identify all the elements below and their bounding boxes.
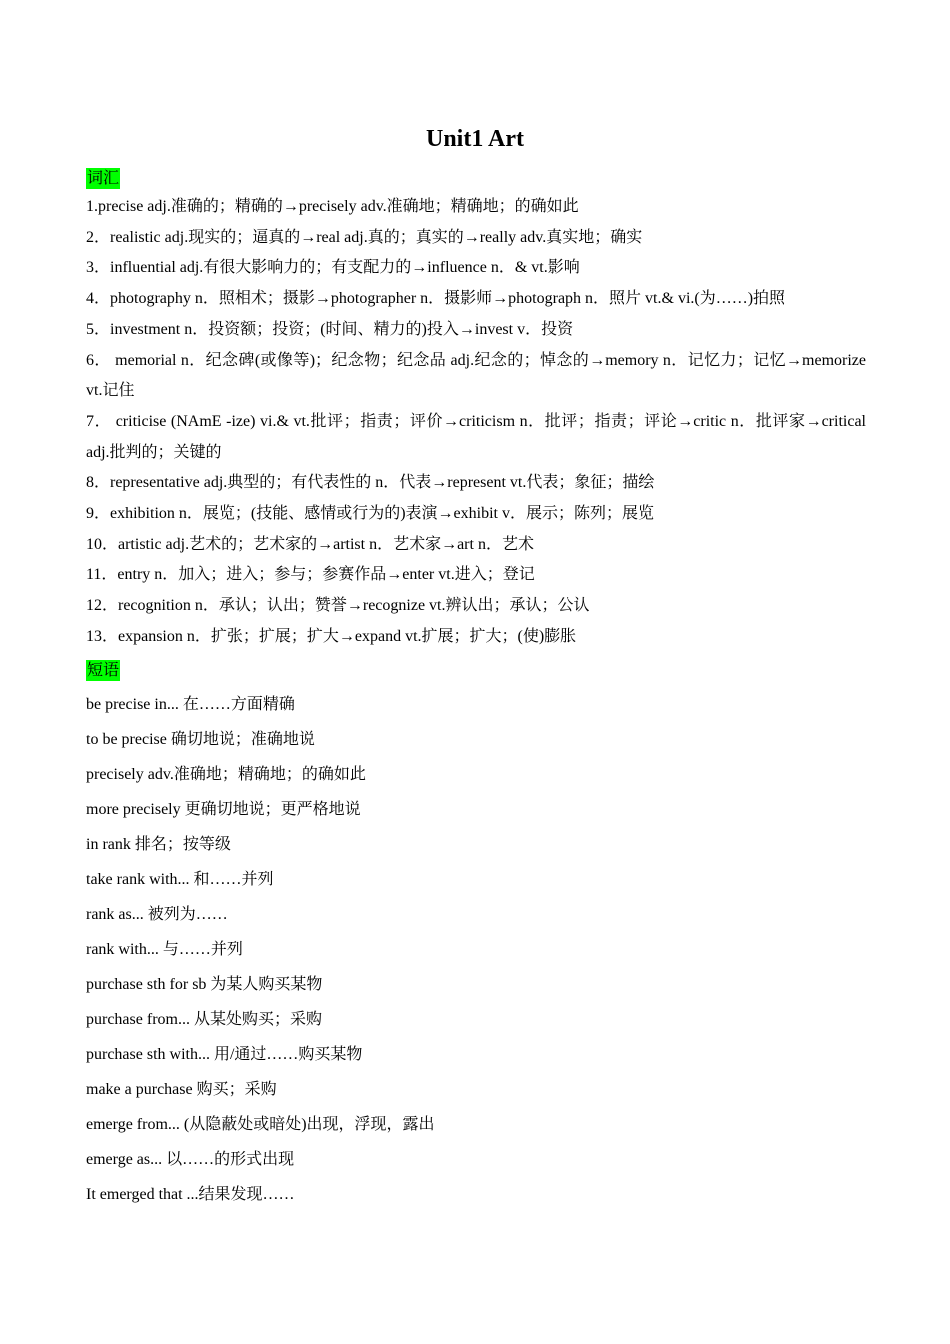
phrase-section-label: 短语 bbox=[87, 661, 120, 679]
vocab-item-3: 3．influential adj.有很大影响力的；有支配力的→influence n．& vt.影响 bbox=[86, 259, 580, 277]
phrase-item-11: purchase sth with... 用/通过……购买某物 bbox=[86, 1045, 363, 1063]
phrase-item-10: purchase from... 从某处购买；采购 bbox=[86, 1010, 322, 1028]
phrase-item-2: to be precise 确切地说；准确地说 bbox=[86, 730, 315, 748]
vocab-item-5: 5．investment n．投资额；投资；(时间、精力的)投入→invest v．投资 bbox=[86, 320, 574, 338]
phrase-item-15: It emerged that ...结果发现…… bbox=[86, 1185, 295, 1203]
vocab-item-7: 7． criticise (NAmE -ize) vi.& vt.批评；指责；评价→criticism n．批评；指责；评论→critic n．批评家→critical adj.批判的；关键的 bbox=[86, 412, 866, 461]
phrase-item-12: make a purchase 购买；采购 bbox=[86, 1080, 277, 1098]
vocab-section-label: 词汇 bbox=[87, 170, 120, 187]
vocab-item-12: 12．recognition n．承认；认出；赞誉→recognize vt.辨认出；承认；公认 bbox=[86, 597, 590, 615]
vocab-section-header bbox=[86, 166, 866, 192]
vocab-item-6: 6． memorial n．纪念碑(或像等)；纪念物；纪念品 adj.纪念的；悼念的→memory n．记忆力；记忆→memorize vt.记住 bbox=[86, 351, 866, 400]
phrase-item-9: purchase sth for sb 为某人购买某物 bbox=[86, 975, 323, 993]
vocab-item-10: 10．artistic adj.艺术的；艺术家的→artist n．艺术家→art n．艺术 bbox=[86, 535, 534, 553]
phrase-item-3: precisely adv.准确地；精确地；的确如此 bbox=[86, 765, 366, 783]
vocab-item-9: 9．exhibition n．展览；(技能、感情或行为的)表演→exhibit v．展示；陈列；展览 bbox=[86, 505, 654, 523]
vocab-item-13: 13．expansion n．扩张；扩展；扩大→expand vt.扩展；扩大；(使)膨胀 bbox=[86, 627, 577, 645]
phrase-item-1: be precise in... 在……方面精确 bbox=[86, 695, 295, 713]
vocab-list bbox=[86, 192, 866, 653]
phrase-item-4: more precisely 更确切地说；更严格地说 bbox=[86, 800, 361, 818]
vocab-item-8: 8．representative adj.典型的；有代表性的 n．代表→represent vt.代表；象征；描绘 bbox=[86, 474, 655, 492]
phrase-section-header bbox=[86, 655, 866, 687]
phrase-item-13: emerge from... (从隐蔽处或暗处)出现，浮现，露出 bbox=[86, 1115, 435, 1133]
phrase-item-14: emerge as... 以……的形式出现 bbox=[86, 1150, 295, 1168]
document-body bbox=[86, 166, 866, 1212]
phrase-item-6: take rank with... 和……并列 bbox=[86, 870, 274, 888]
phrase-list bbox=[86, 687, 866, 1212]
vocab-item-11: 11．entry n．加入；进入；参与；参赛作品→enter vt.进入；登记 bbox=[86, 566, 535, 584]
phrase-item-7: rank as... 被列为…… bbox=[86, 905, 228, 923]
vocab-item-1: 1.precise adj.准确的；精确的→precisely adv.准确地；精确地；的确如此 bbox=[86, 198, 579, 215]
phrase-item-8: rank with... 与……并列 bbox=[86, 940, 243, 958]
vocab-item-2: 2．realistic adj.现实的；逼真的→real adj.真的；真实的→really adv.真实地；确实 bbox=[86, 228, 643, 246]
phrase-item-5: in rank 排名；按等级 bbox=[86, 835, 231, 853]
page-title: Unit1 Art bbox=[426, 126, 524, 152]
vocab-item-4: 4．photography n．照相术；摄影→photographer n．摄影师→photograph n．照片 vt.& vi.(为……)拍照 bbox=[86, 290, 786, 308]
